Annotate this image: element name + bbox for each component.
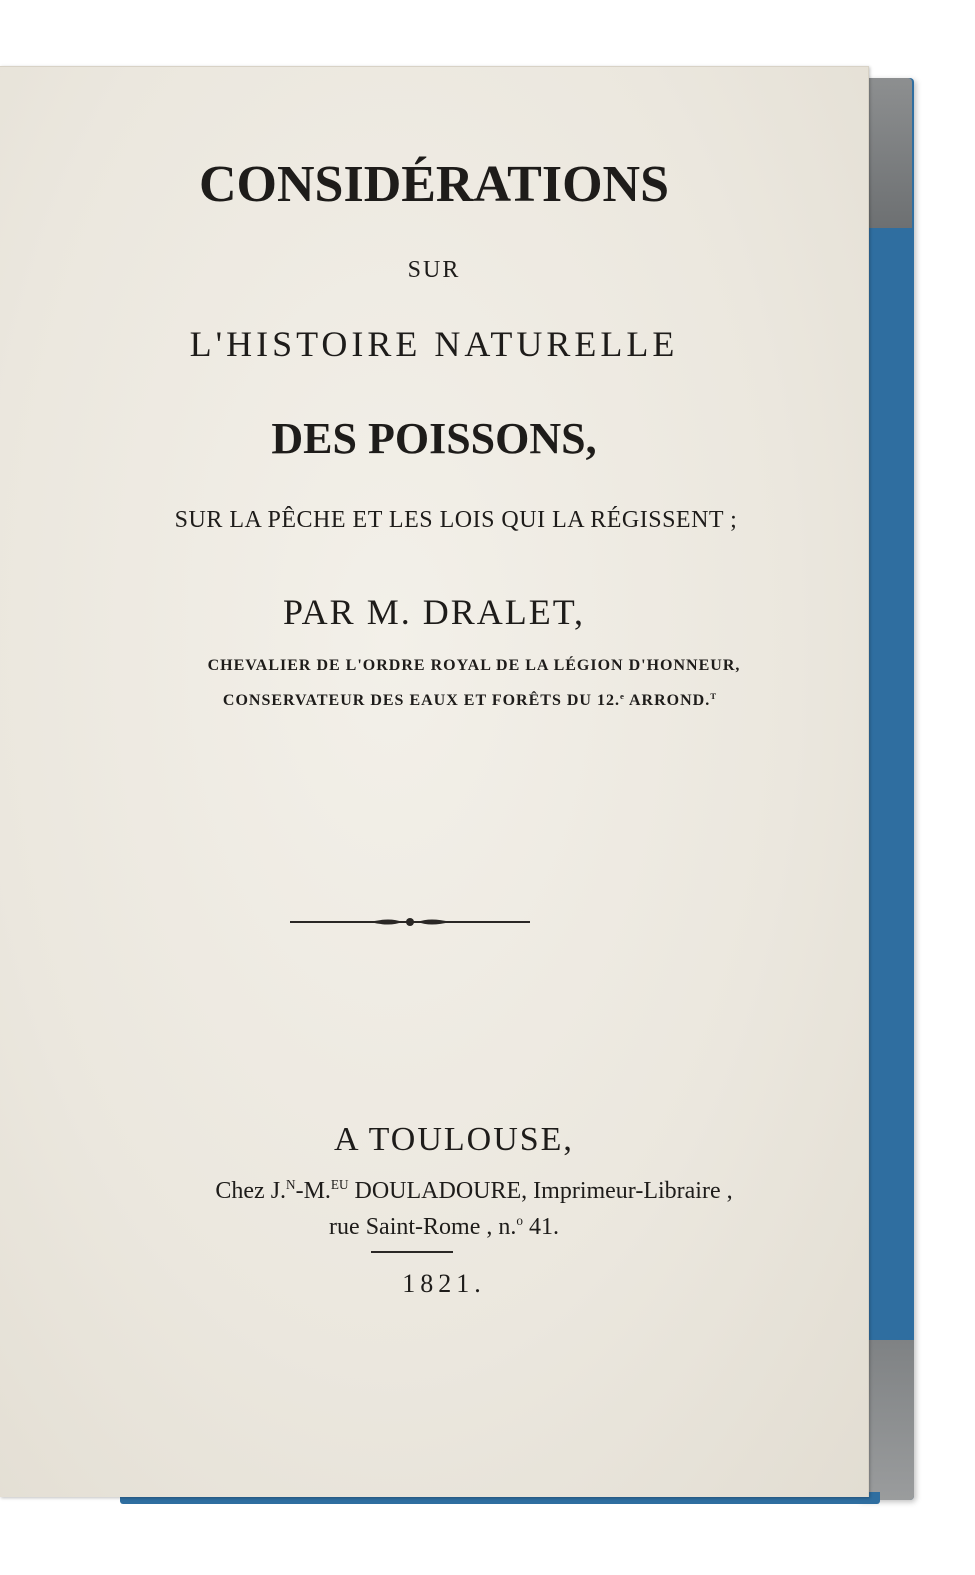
address-sup: o [516, 1213, 523, 1228]
author-title-2-end-sup: T [710, 691, 718, 701]
imprint-place: A TOULOUSE, [334, 1121, 574, 1158]
author-title-2 [0, 691, 904, 710]
imprint-rule [371, 1251, 453, 1253]
imprint-address [0, 1213, 878, 1241]
imprint-year: 1821. [402, 1269, 486, 1298]
board-corner-top [862, 78, 912, 228]
publisher-text-b: -M. [295, 1178, 331, 1205]
imprint-publisher [0, 1177, 908, 1205]
address-end: 41. [522, 1214, 559, 1241]
publisher-sup-a: N [286, 1177, 296, 1192]
subject-line-3: SUR LA PÊCHE ET LES LOIS QUI LA RÉGISSENT ; [174, 507, 738, 533]
board-corner-bottom [866, 1340, 914, 1500]
author-title-1: CHEVALIER DE L'ORDRE ROYAL DE LA LÉGION D'HONNEUR, [207, 657, 741, 674]
subject-line-2: DES POISSONS, [271, 414, 597, 463]
book-title: CONSIDÉRATIONS [198, 156, 670, 213]
title-page [0, 66, 869, 1497]
ornament-divider [290, 915, 530, 929]
title-sur: SUR [407, 257, 461, 283]
author-title-2-sup: e [619, 691, 625, 701]
author-title-2-text: CONSERVATEUR DES EAUX ET FORÊTS DU 12. [222, 692, 620, 710]
publisher-sup-b: EU [330, 1177, 349, 1192]
address-text: rue Saint-Rome , n. [329, 1214, 517, 1241]
author-title-2-end: ARROND. [624, 692, 711, 710]
author-line: PAR M. DRALET, [282, 592, 586, 632]
subject-line-1: L'HISTOIRE NATURELLE [189, 324, 679, 364]
publisher-text-a: Chez J. [215, 1178, 287, 1205]
publisher-text-c: DOULADOURE, Imprimeur-Libraire , [348, 1178, 733, 1205]
